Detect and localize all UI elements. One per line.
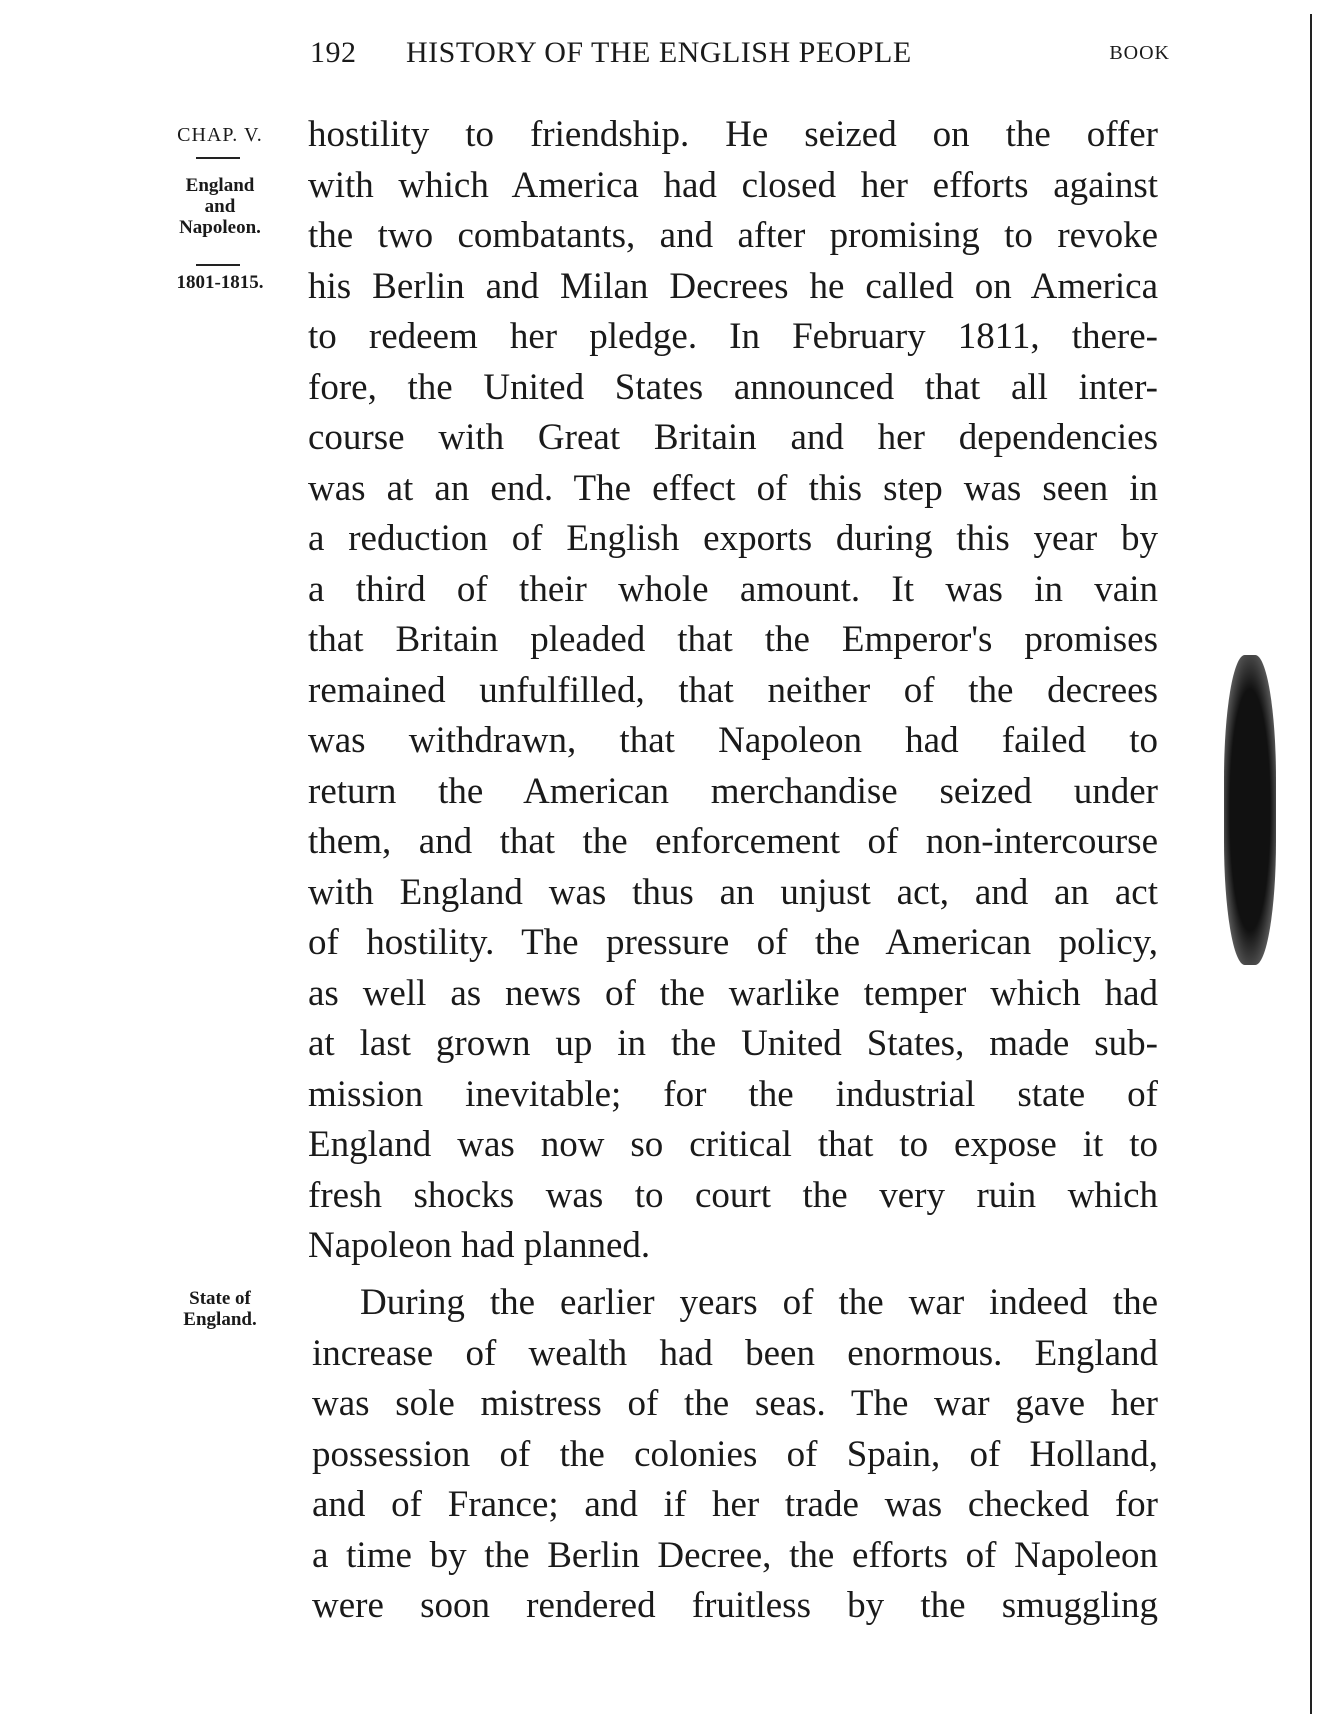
text-line: of hostility. The pressure of the American policy, (308, 922, 1158, 963)
margin-divider (196, 264, 240, 266)
scan-shadow-mark (1224, 655, 1276, 965)
text-line: return the American merchandise seized under (308, 770, 1158, 812)
text-line: fore, the United States announced that all inter- (308, 366, 1158, 408)
page-number: 192 (310, 36, 357, 69)
text-line: a third of their whole amount. It was in vain (308, 568, 1158, 610)
text-line: his Berlin and Milan Decrees he called on America (308, 265, 1158, 307)
page-edge-rule (1310, 14, 1312, 1714)
text-line: England was now so critical that to expose it to (308, 1124, 1158, 1165)
margin-topic-line: Napoleon. (179, 217, 261, 238)
text-line: was at an end. The effect of this step was seen in (308, 467, 1158, 509)
book-title: HISTORY OF THE ENGLISH PEOPLE (406, 36, 912, 69)
text-line: to redeem her pledge. In February 1811, there- (308, 316, 1158, 357)
margin-topic (150, 175, 290, 238)
margin-topic-line: England (185, 175, 255, 196)
text-line: a time by the Berlin Decree, the efforts of Napoleon (312, 1534, 1158, 1576)
text-line: with which America had closed her efforts against (308, 164, 1158, 206)
text-line: Napoleon had planned. (308, 1225, 651, 1266)
margin-topic-line: and (204, 196, 236, 217)
text-line: fresh shocks was to court the very ruin which (308, 1174, 1158, 1216)
margin-years: 1801-1815. (176, 272, 264, 293)
text-line: them, and that the enforcement of non-intercourse (308, 821, 1158, 862)
text-line: with England was thus an unjust act, and an act (308, 871, 1158, 913)
text-line: remained unfulfilled, that neither of the decrees (308, 669, 1158, 711)
margin-section-line: England. (183, 1309, 257, 1330)
text-line: was sole mistress of the seas. The war gave her (312, 1383, 1158, 1424)
margin-section-line: State of (189, 1288, 251, 1309)
text-line: a reduction of English exports during this year by (308, 518, 1158, 559)
text-line: course with Great Britain and her dependencies (308, 417, 1158, 458)
text-line: increase of wealth had been enormous. England (312, 1332, 1158, 1374)
text-line: was withdrawn, that Napoleon had failed to (308, 720, 1158, 761)
text-line: During the earlier years of the war indeed the (360, 1282, 1158, 1323)
running-head (310, 36, 1170, 76)
margin-chapter: CHAP. V. (177, 124, 263, 146)
text-line: possession of the colonies of Spain, of Holland, (312, 1433, 1158, 1475)
text-line: mission inevitable; for the industrial state of (308, 1073, 1158, 1115)
margin-section-note (150, 1288, 290, 1330)
text-line: at last grown up in the United States, made sub- (308, 1023, 1158, 1064)
text-line: as well as news of the warlike temper which had (308, 972, 1158, 1014)
margin-divider (196, 157, 240, 159)
text-line: the two combatants, and after promising to revoke (308, 215, 1158, 256)
text-line: that Britain pleaded that the Emperor's promises (308, 619, 1158, 660)
book-label: BOOK (1109, 42, 1170, 64)
text-line: were soon rendered fruitless by the smuggling (312, 1585, 1158, 1626)
text-line: hostility to friendship. He seized on the offer (308, 114, 1158, 155)
paragraph-2 (312, 1278, 1158, 1632)
paragraph-1 (308, 110, 1158, 1272)
text-line: and of France; and if her trade was checked for (312, 1484, 1158, 1525)
